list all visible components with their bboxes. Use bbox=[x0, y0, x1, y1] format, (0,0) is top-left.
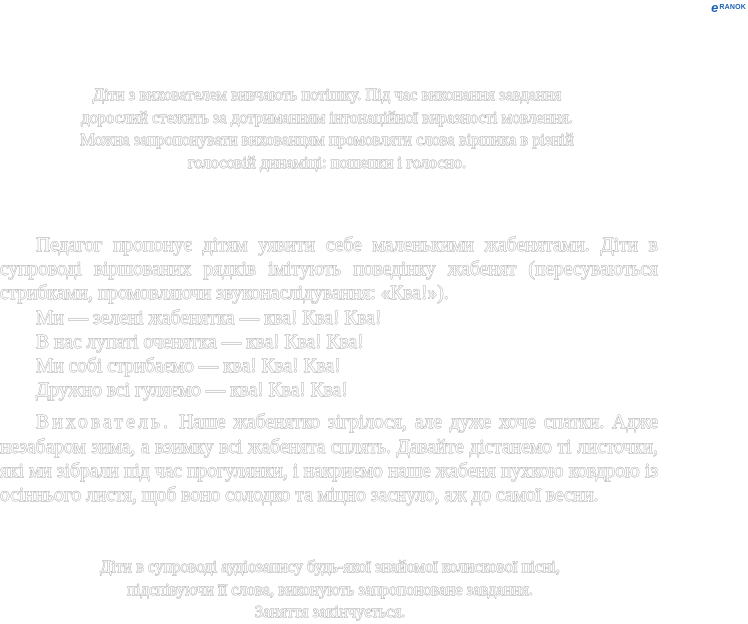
closing-note-line-1: Діти в супроводі аудіозапису будь-якої знайомої колискової пісні, bbox=[100, 557, 560, 576]
publisher-logo bbox=[711, 1, 746, 14]
closing-note-line-3: Заняття закінчується. bbox=[254, 602, 406, 621]
speaker-label: Вихователь. bbox=[36, 412, 172, 434]
verse-line-3: Ми собі стрибаємо — ква! Ква! Ква! bbox=[36, 356, 341, 378]
main-text bbox=[0, 234, 658, 508]
closing-note-line-2: підспівуючи її слова, виконують запропоноване завдання. bbox=[127, 579, 533, 599]
intro-note: Діти з вихователем вивчають потішку. Під час виконання завдання дорослий стежить за дотриманням інтонаційної виразності мовлення. Можна запропонувати вихованцям промовляти слова віршика в різній голосовій динаміці: пошепки і голосно. bbox=[80, 85, 574, 172]
teacher-speech: Наше жабенятко зігрілося, але дуже хоче спатки. Адже незабаром зима, а взимку всі жабенята сплять. Давайте дістанемо ті листочки, які ми зібрали під час прогулянки, і накриємо наше жабеня пухкою ковдрою із осіннього листя, щоб воно солодко та міцно заснуло, аж до самої весни. bbox=[0, 412, 659, 507]
verse-line-2: В нас лупаті оченятка — ква! Ква! Ква! bbox=[36, 331, 364, 353]
paragraph-teacher bbox=[0, 411, 658, 508]
logo-mark: e bbox=[711, 0, 719, 15]
closing-note bbox=[30, 556, 630, 624]
verse-line-1: Ми — зелені жабенятка — ква! Ква! Ква! bbox=[36, 307, 382, 329]
logo-text: RANOK bbox=[719, 4, 746, 11]
paragraph-intro: Педагог пропонує дітям уявити себе маленькими жабенятами. Діти в супроводі віршованих рядків імітують поведінку жабенят (пересуваються стрибками, промовляючи звуконаслідування: «Ква!»). bbox=[0, 235, 658, 305]
verse-line-4: Дружно всі гуляємо — ква! Ква! Ква! bbox=[36, 380, 348, 402]
